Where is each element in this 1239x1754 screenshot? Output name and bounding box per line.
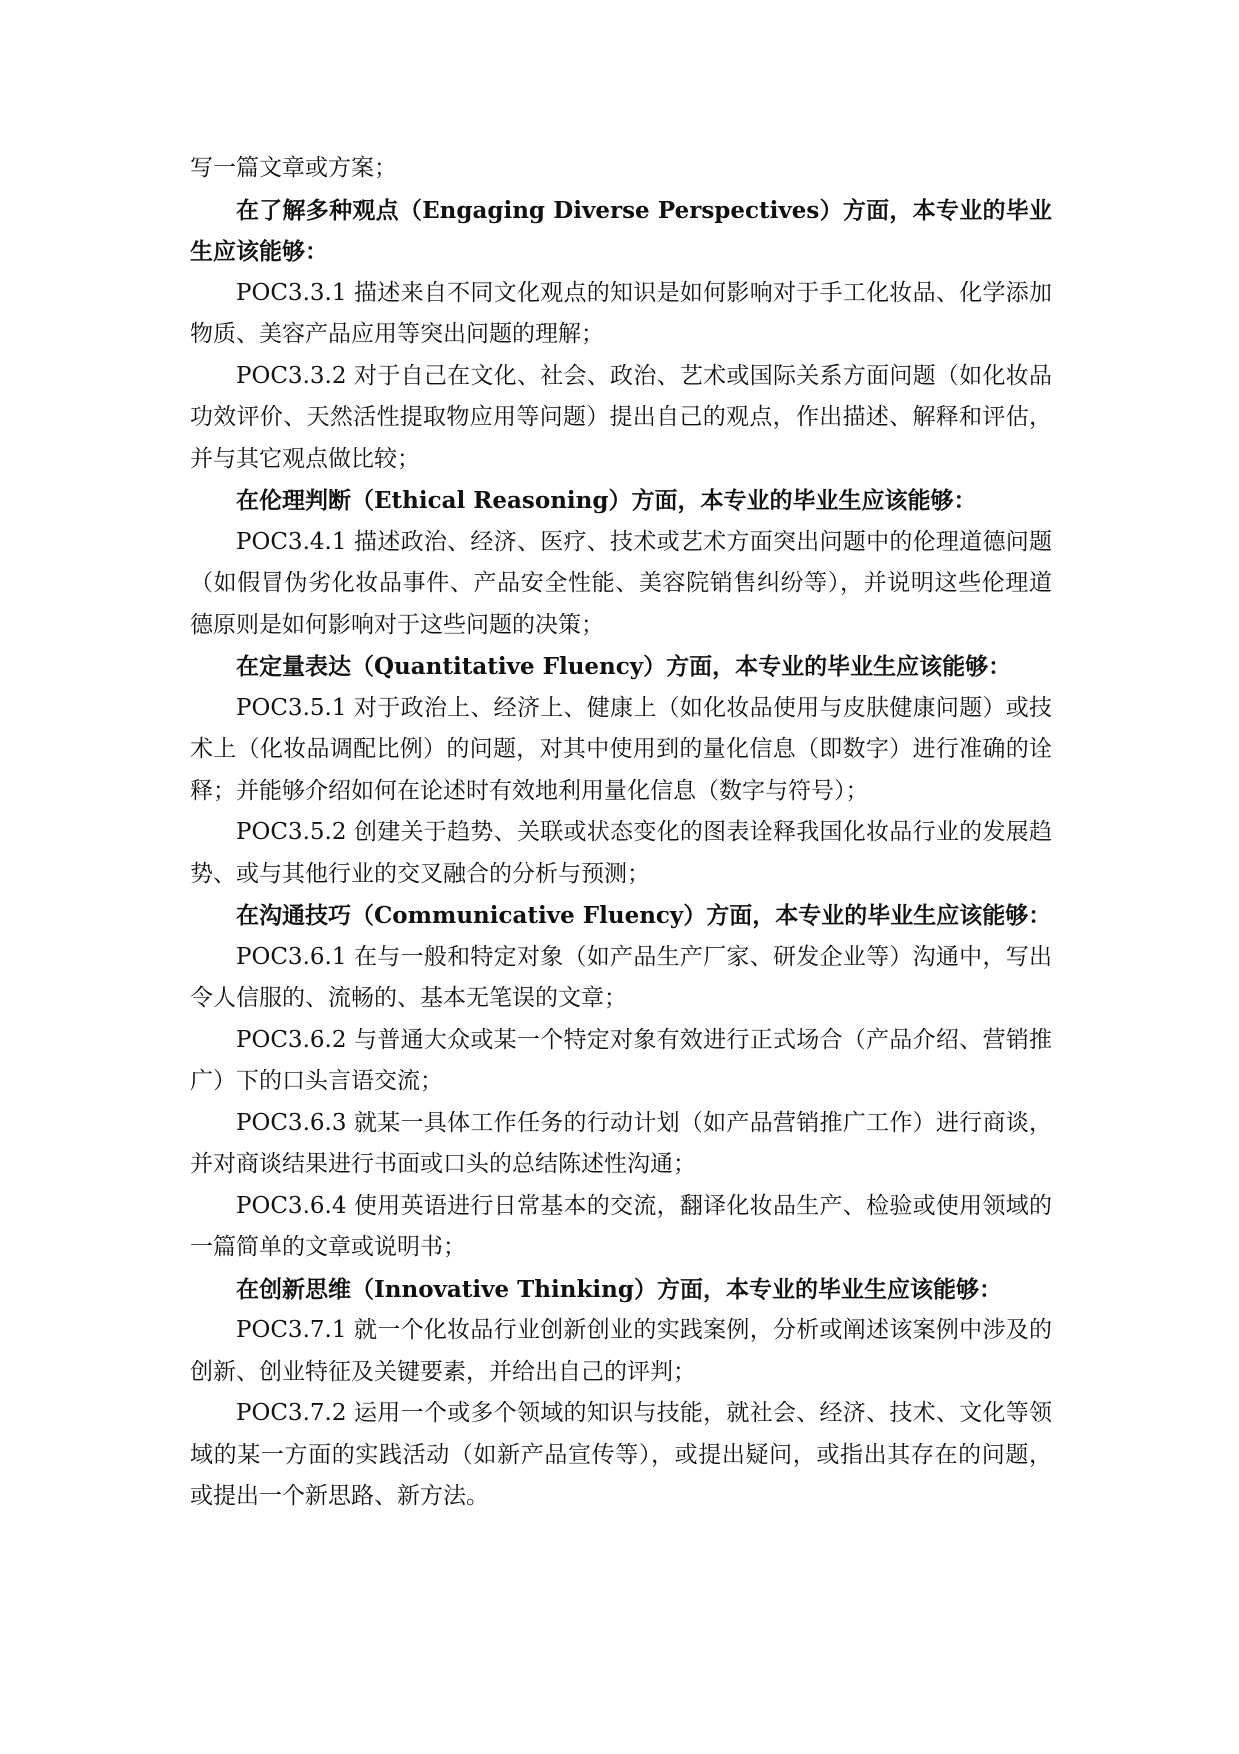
poc-3-5-2: POC3.5.2 创建关于趋势、关联或状态变化的图表诠释我国化妆品行业的发展趋势、或与其他行业的交叉融合的分析与预测； [190,819,1052,887]
heading-ethical-reasoning: 在伦理判断（Ethical Reasoning）方面，本专业的毕业生应该能够： [236,487,977,514]
heading-diverse-perspectives: 在了解多种观点（Engaging Diverse Perspectives）方面，本专业的毕业生应该能够： [190,196,1052,265]
poc-3-3-2: POC3.3.2 对于自己在文化、社会、政治、艺术或国际关系方面问题（如化妆品功效评价、天然活性提取物应用等问题）提出自己的观点，作出描述、解释和评估，并与其它观点做比较； [190,362,1052,472]
poc-3-6-2: POC3.6.2 与普通大众或某一个特定对象有效进行正式场合（产品介绍、营销推广）下的口头言语交流； [190,1026,1052,1094]
poc-3-4-1: POC3.4.1 描述政治、经济、医疗、技术或艺术方面突出问题中的伦理道德问题（如假冒伪劣化妆品事件、产品安全性能、美容院销售纠纷等），并说明这些伦理道德原则是如何影响对于这些问题的决策； [190,528,1052,638]
poc-3-5-1: POC3.5.1 对于政治上、经济上、健康上（如化妆品使用与皮肤健康问题）或技术上（化妆品调配比例）的问题，对其中使用到的量化信息（即数字）进行准确的诠释；并能够介绍如何在论述时有效地利用量化信息（数字与符号）； [190,694,1052,804]
poc-3-3-1: POC3.3.1 描述来自不同文化观点的知识是如何影响对于手工化妆品、化学添加物质、美容产品应用等突出问题的理解； [190,279,1052,347]
heading-communicative-fluency: 在沟通技巧（Communicative Fluency）方面，本专业的毕业生应该能够： [236,902,1052,929]
poc-3-7-2: POC3.7.2 运用一个或多个领域的知识与技能，就社会、经济、技术、文化等领域的某一方面的实践活动（如新产品宣传等），或提出疑问，或指出其存在的问题，或提出一个新思路、新方法。 [190,1400,1052,1509]
poc-3-6-3: POC3.6.3 就某一具体工作任务的行动计划（如产品营销推广工作）进行商谈，并对商谈结果进行书面或口头的总结陈述性沟通； [190,1109,1052,1177]
poc-3-7-1: POC3.7.1 就一个化妆品行业创新创业的实践案例，分析或阐述该案例中涉及的创新、创业特征及关键要素，并给出自己的评判； [190,1317,1052,1385]
intro-line: 写一篇文章或方案； [190,155,397,181]
document-page [190,148,1052,1518]
heading-innovative-thinking: 在创新思维（Innovative Thinking）方面，本专业的毕业生应该能够： [236,1275,1002,1303]
poc-3-6-1: POC3.6.1 在与一般和特定对象（如产品生产厂家、研发企业等）沟通中，写出令人信服的、流畅的、基本无笔误的文章； [190,943,1052,1011]
heading-quantitative-fluency: 在定量表达（Quantitative Fluency）方面，本专业的毕业生应该能够： [236,653,1012,680]
poc-3-6-4: POC3.6.4 使用英语进行日常基本的交流，翻译化妆品生产、检验或使用领域的一篇简单的文章或说明书； [190,1192,1052,1260]
